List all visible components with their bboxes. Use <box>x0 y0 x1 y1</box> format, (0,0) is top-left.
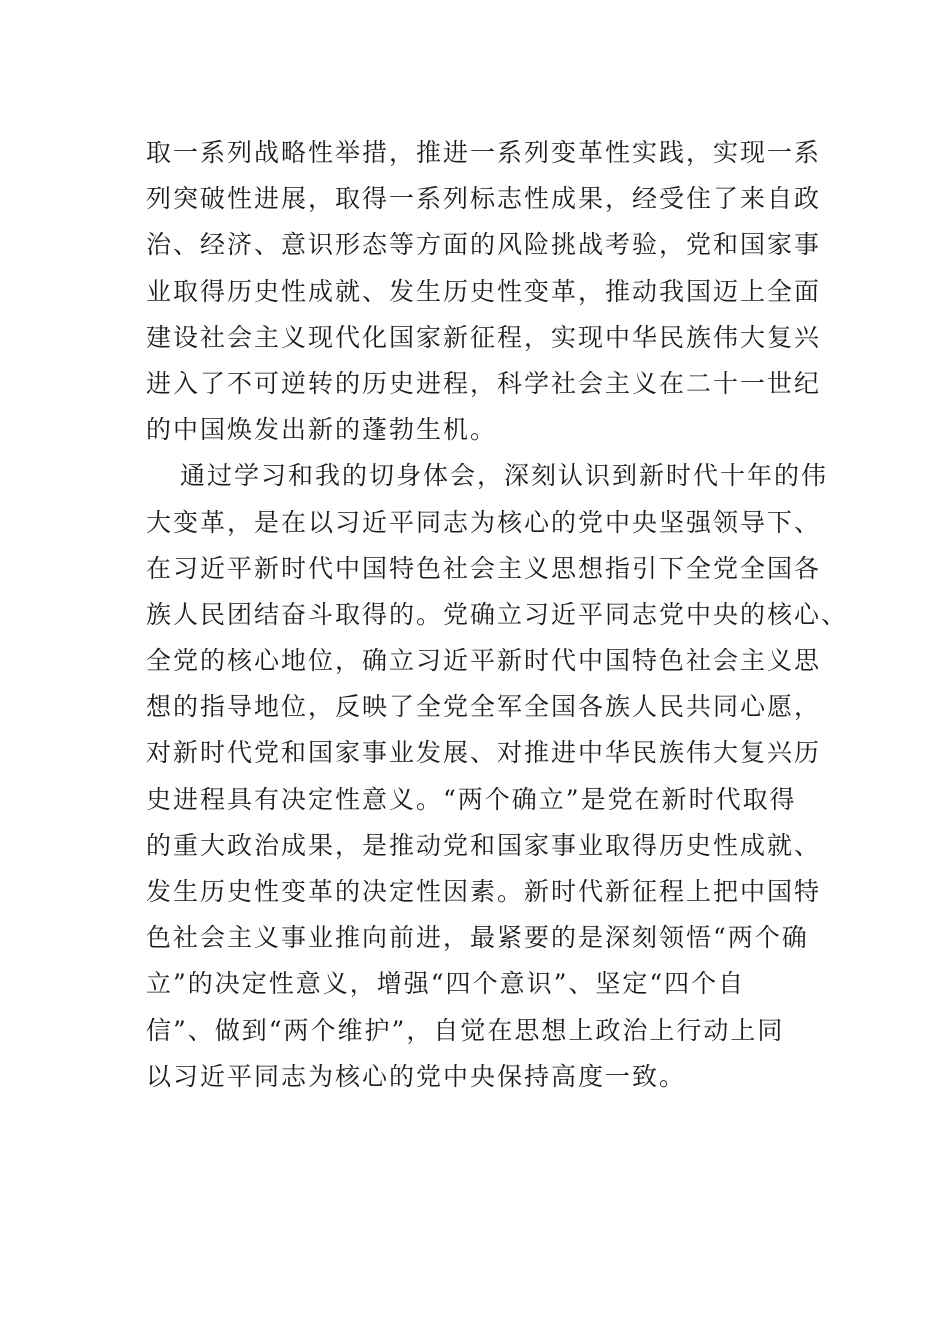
text-line: 立”的决定性意义，增强“四个意识”、坚定“四个自 <box>146 969 746 999</box>
text-line: 的中国焕发出新的蓬勃生机。 <box>146 415 498 445</box>
text-line: 进入了不可逆转的历史进程，科学社会主义在二十一世纪 <box>146 368 822 398</box>
text-line: 信”、做到“两个维护”，自觉在思想上政治上行动上同 <box>146 1015 785 1045</box>
text-line: 在习近平新时代中国特色社会主义思想指引下全党全国各 <box>146 553 822 583</box>
text-line: 的重大政治成果，是推动党和国家事业取得历史性成就、 <box>146 830 822 860</box>
text-line: 业取得历史性成就、发生历史性变革，推动我国迈上全面 <box>146 276 822 306</box>
text-line: 大变革，是在以习近平同志为核心的党中央坚强领导下、 <box>146 507 822 537</box>
text-line: 发生历史性变革的决定性因素。新时代新征程上把中国特 <box>146 877 822 906</box>
paragraph-2 <box>146 453 849 1100</box>
text-line: 想的指导地位，反映了全党全军全国各族人民共同心愿， <box>146 692 822 722</box>
document-body <box>146 130 849 1100</box>
paragraph-1 <box>146 130 822 453</box>
text-line: 建设社会主义现代化国家新征程，实现中华民族伟大复兴 <box>146 322 822 352</box>
text-line: 以习近平同志为核心的党中央保持高度一致。 <box>146 1061 687 1091</box>
text-line: 列突破性进展，取得一系列标志性成果，经受住了来自政 <box>146 184 822 214</box>
text-line: 治、经济、意识形态等方面的风险挑战考验，党和国家事 <box>146 230 822 260</box>
text-line: 色社会主义事业推向前进，最紧要的是深刻领悟“两个确 <box>146 923 809 953</box>
text-line: 取一系列战略性举措，推进一系列变革性实践，实现一系 <box>146 138 822 167</box>
text-line: 史进程具有决定性意义。“两个确立”是党在新时代取得 <box>146 784 797 814</box>
text-line: 族人民团结奋斗取得的。党确立习近平同志党中央的核心、 <box>146 599 849 629</box>
text-line: 通过学习和我的切身体会，深刻认识到新时代十年的伟 <box>180 461 829 491</box>
text-line: 全党的核心地位，确立习近平新时代中国特色社会主义思 <box>146 646 822 676</box>
text-line: 对新时代党和国家事业发展、对推进中华民族伟大复兴历 <box>146 738 822 768</box>
